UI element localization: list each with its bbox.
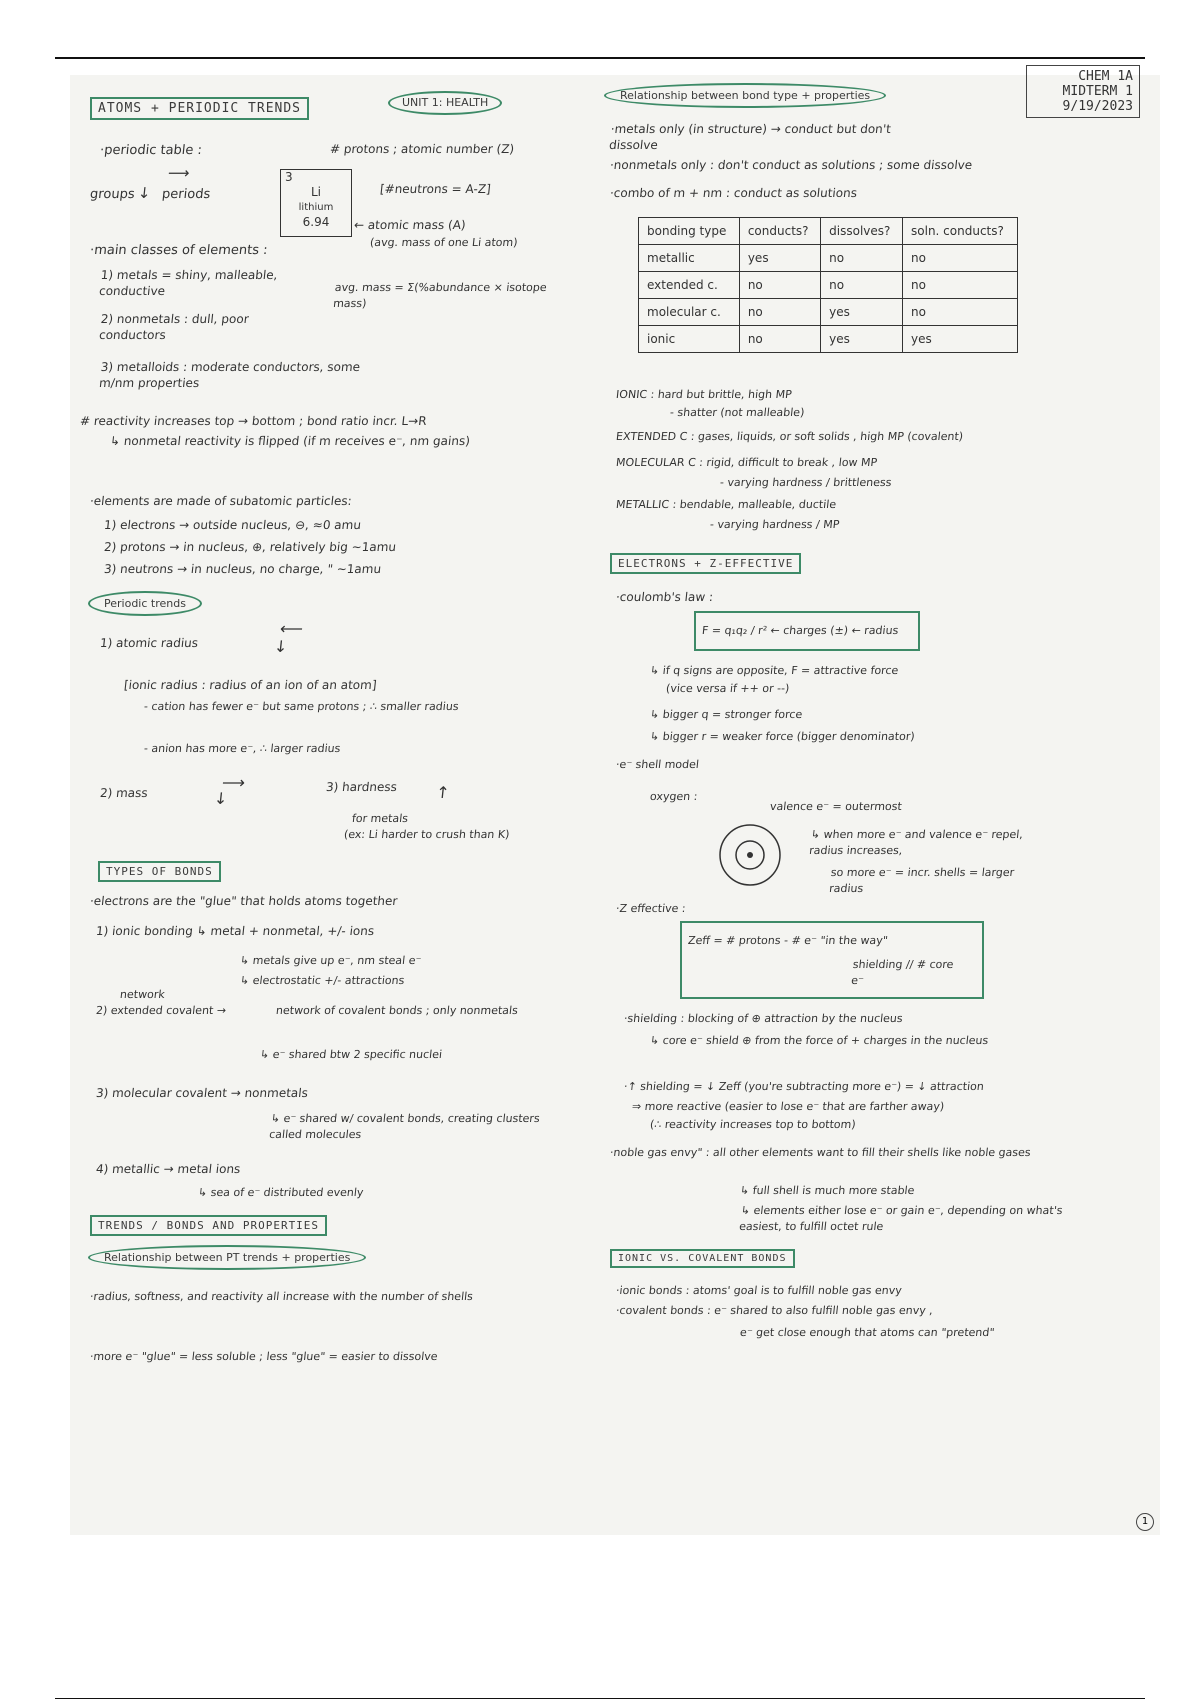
shielding-note-2: ⇒ more reactive (easier to lose e⁻ that are farther away)	[631, 1100, 945, 1113]
shielding-core-note: shielding // # core e⁻	[850, 958, 955, 987]
element-symbol: Li	[310, 185, 322, 199]
table-cell: extended c.	[639, 272, 740, 299]
metallic-properties: METALLIC : bendable, malleable, ductile	[615, 498, 837, 511]
periodic-trends-heading: Periodic trends	[88, 591, 202, 616]
mass-label: 2) mass	[99, 786, 149, 800]
bottom-rule	[55, 1698, 1145, 1699]
noble-gas-note-2: ↳ full shell is much more stable	[739, 1184, 916, 1197]
coulomb-note-1b: (vice versa if ++ or --)	[665, 682, 791, 695]
unit-label: UNIT 1: HEALTH	[388, 91, 502, 115]
trends-bonds-heading: TRENDS / BONDS AND PROPERTIES	[90, 1215, 327, 1236]
molecular-covalent-2: ↳ e⁻ shared w/ covalent bonds, creating clusters called molecules	[268, 1112, 541, 1141]
molecular-properties-2: - varying hardness / brittleness	[719, 476, 893, 489]
electrons-z-heading: ELECTRONS + Z-EFFECTIVE	[610, 553, 801, 574]
reactivity-note: # reactivity increases top → bottom ; bond ratio incr. L→R	[79, 414, 428, 428]
molecular-properties: MOLECULAR C : rigid, difficult to break , low MP	[615, 456, 878, 469]
section-title-atoms: ATOMS + PERIODIC TRENDS	[90, 97, 309, 120]
extended-covalent-2: network of covalent bonds ; only nonmetals	[275, 1004, 519, 1017]
course-name: CHEM 1A	[1078, 69, 1133, 84]
noble-gas-envy: ·noble gas envy" : all other elements want to fill their shells like noble gases	[609, 1146, 1032, 1159]
coulomb-note-3: ↳ bigger r = weaker force (bigger denominator)	[649, 730, 916, 743]
electrons-def: 1) electrons → outside nucleus, ⊖, ≈0 amu	[103, 518, 362, 532]
periodic-table-label: ·periodic table :	[99, 143, 203, 158]
course-info	[1026, 65, 1140, 118]
table-cell: no	[739, 272, 820, 299]
hardness-up-arrow-icon: ↑	[435, 783, 451, 802]
mass-right-arrow-icon: ⟶	[221, 773, 246, 792]
noble-gas-note-3: ↳ elements either lose e⁻ or gain e⁻, depending on what's easiest, to fulfill octet rule	[738, 1204, 1064, 1233]
metallic-properties-2: - varying hardness / MP	[709, 518, 841, 531]
extended-properties: EXTENDED C : gases, liquids, or soft solids , high MP (covalent)	[615, 430, 964, 443]
coulomb-note-1: ↳ if q signs are opposite, F = attractive force	[649, 664, 899, 677]
covalent-bonds-note-2: e⁻ get close enough that atoms can "pretend"	[739, 1326, 996, 1339]
network-label: network	[119, 988, 166, 1001]
neutrons-def: 3) neutrons → in nucleus, no charge, " ~1amu	[103, 562, 382, 576]
neutrons-note: [#neutrons = A-Z]	[379, 182, 492, 196]
table-cell: no	[821, 272, 903, 299]
coulomb-note-2: ↳ bigger q = stronger force	[649, 708, 803, 721]
table-cell: no	[903, 245, 1018, 272]
anion-note: - anion has more e⁻, ∴ larger radius	[143, 742, 342, 755]
table-row	[639, 245, 1018, 272]
element-mass: 6.94	[302, 215, 330, 229]
main-classes-label: ·main classes of elements :	[89, 243, 269, 258]
table-cell: ionic	[639, 326, 740, 353]
hardness-note: for metals	[351, 812, 409, 825]
metals-def: 1) metals = shiny, malleable, conductive	[98, 268, 279, 298]
table-cell: yes	[821, 326, 903, 353]
molecular-covalent: 3) molecular covalent → nonmetals	[95, 1086, 309, 1100]
ionic-radius-note: [ionic radius : radius of an ion of an atom]	[123, 678, 378, 692]
table-cell: yes	[903, 326, 1018, 353]
coulomb-formula: F = q₁q₂ / r² ← charges (±) ← radius	[701, 624, 899, 637]
table-cell: yes	[739, 245, 820, 272]
extended-covalent-3: ↳ e⁻ shared btw 2 specific nuclei	[259, 1048, 443, 1061]
oxygen-label: oxygen :	[649, 790, 699, 803]
metalloids-def: 3) metalloids : moderate conductors, some m/nm properties	[98, 360, 361, 390]
ionic-properties-2: - shatter (not malleable)	[669, 406, 806, 419]
top-rule	[55, 57, 1145, 59]
table-row	[639, 299, 1018, 326]
table-cell: no	[903, 272, 1018, 299]
z-effective-box	[680, 921, 984, 999]
shell-model-label: ·e⁻ shell model	[615, 758, 700, 771]
ionic-properties: IONIC : hard but brittle, high MP	[615, 388, 793, 401]
shielding-note-3: (∴ reactivity increases top to bottom)	[649, 1118, 857, 1131]
shielding-note: ·↑ shielding = ↓ Zeff (you're subtracting more e⁻) = ↓ attraction	[623, 1080, 985, 1093]
mass-down-arrow-icon: ↓	[213, 789, 229, 808]
table-cell: no	[739, 299, 820, 326]
avg-mass-formula: avg. mass = Σ(%abundance × isotope mass)	[332, 281, 548, 310]
protons-note: # protons ; atomic number (Z)	[329, 142, 515, 156]
table-header: conducts?	[739, 218, 820, 245]
hardness-label: 3) hardness	[325, 780, 398, 794]
avg-mass-note: (avg. mass of one Li atom)	[369, 236, 519, 249]
periods-arrow-icon: ⟶	[167, 164, 191, 182]
coulomb-formula-box	[694, 611, 920, 651]
exam-name: MIDTERM 1	[1062, 84, 1133, 99]
ionic-bonding: 1) ionic bonding ↳ metal + nonmetal, +/- ions	[95, 924, 375, 938]
radius-down-arrow-icon: ↓	[273, 637, 289, 656]
valence-note-2: ↳ when more e⁻ and valence e⁻ repel, radius increases,	[808, 828, 1024, 857]
notes-page	[70, 69, 1160, 1535]
covalent-bonds-note: ·covalent bonds : e⁻ shared to also fulfill noble gas envy ,	[615, 1304, 934, 1317]
metallic-bonding: 4) metallic → metal ions	[95, 1162, 242, 1176]
atomic-mass-note: ← atomic mass (A)	[353, 218, 467, 232]
groups-label: groups	[89, 187, 136, 202]
pt-relationship-heading: Relationship between PT trends + properties	[88, 1245, 366, 1270]
z-effective-formula: Zeff = # protons - # e⁻ "in the way"	[687, 934, 889, 947]
table-row	[639, 326, 1018, 353]
metals-only-note: ·metals only (in structure) → conduct but don't dissolve	[608, 122, 892, 152]
electron-shell-diagram	[710, 815, 790, 895]
table-cell: molecular c.	[639, 299, 740, 326]
table-cell: no	[903, 299, 1018, 326]
nonmetals-only-note: ·nonmetals only : don't conduct as solutions ; some dissolve	[609, 158, 973, 172]
periods-label: periods	[161, 187, 212, 202]
bond-relationship-heading: Relationship between bond type + properties	[604, 83, 886, 108]
groups-arrow-icon: ↓	[137, 184, 152, 202]
table-cell: metallic	[639, 245, 740, 272]
table-header: soln. conducts?	[903, 218, 1018, 245]
page-number: 1	[1136, 1513, 1154, 1531]
reactivity-note-2: ↳ nonmetal reactivity is flipped (if m receives e⁻, nm gains)	[109, 434, 471, 448]
element-name: lithium	[298, 202, 334, 213]
nucleus	[747, 852, 753, 858]
protons-def: 2) protons → in nucleus, ⊕, relatively big ~1amu	[103, 540, 397, 554]
valence-note-3: so more e⁻ = incr. shells = larger radius	[828, 866, 1015, 895]
glue-solubility-note: ·more e⁻ "glue" = less soluble ; less "glue" = easier to dissolve	[89, 1350, 439, 1363]
table-row	[639, 272, 1018, 299]
table-header: bonding type	[639, 218, 740, 245]
cation-note: - cation has fewer e⁻ but same protons ; ∴ smaller radius	[143, 700, 460, 713]
valence-note: valence e⁻ = outermost	[769, 800, 903, 813]
z-effective-label: ·Z effective :	[615, 902, 687, 915]
table-header-row	[639, 218, 1018, 245]
combo-note: ·combo of m + nm : conduct as solutions	[609, 186, 858, 200]
nonmetals-def: 2) nonmetals : dull, poor conductors	[98, 312, 250, 342]
metallic-bonding-2: ↳ sea of e⁻ distributed evenly	[197, 1186, 365, 1199]
bond-properties-table	[638, 217, 1018, 353]
ionic-vs-covalent-heading: IONIC VS. COVALENT BONDS	[610, 1249, 795, 1268]
table-cell: yes	[821, 299, 903, 326]
element-box	[280, 169, 352, 237]
date: 9/19/2023	[1062, 99, 1133, 114]
atomic-number: 3	[285, 170, 293, 184]
table-cell: no	[739, 326, 820, 353]
table-header: dissolves?	[821, 218, 903, 245]
extended-covalent: 2) extended covalent →	[95, 1004, 227, 1017]
ionic-bonding-2: ↳ metals give up e⁻, nm steal e⁻	[239, 954, 422, 967]
shielding-def: ·shielding : blocking of ⊕ attraction by the nucleus	[623, 1012, 904, 1025]
radius-softness-note: ·radius, softness, and reactivity all increase with the number of shells	[89, 1290, 474, 1303]
radius-left-arrow-icon: ⟵	[279, 619, 304, 638]
hardness-example: (ex: Li harder to crush than K)	[343, 828, 511, 841]
table-cell: no	[821, 245, 903, 272]
glue-note: ·electrons are the "glue" that holds atoms together	[89, 894, 399, 908]
atomic-radius-label: 1) atomic radius	[99, 636, 199, 650]
ionic-bonding-3: ↳ electrostatic +/- attractions	[239, 974, 405, 987]
ionic-bonds-note: ·ionic bonds : atoms' goal is to fulfill noble gas envy	[615, 1284, 903, 1297]
shielding-def-2: ↳ core e⁻ shield ⊕ from the force of + charges in the nucleus	[649, 1034, 989, 1047]
coulomb-label: ·coulomb's law :	[615, 590, 714, 604]
types-of-bonds-heading: TYPES OF BONDS	[98, 861, 221, 882]
subatomic-label: ·elements are made of subatomic particles:	[89, 494, 353, 508]
